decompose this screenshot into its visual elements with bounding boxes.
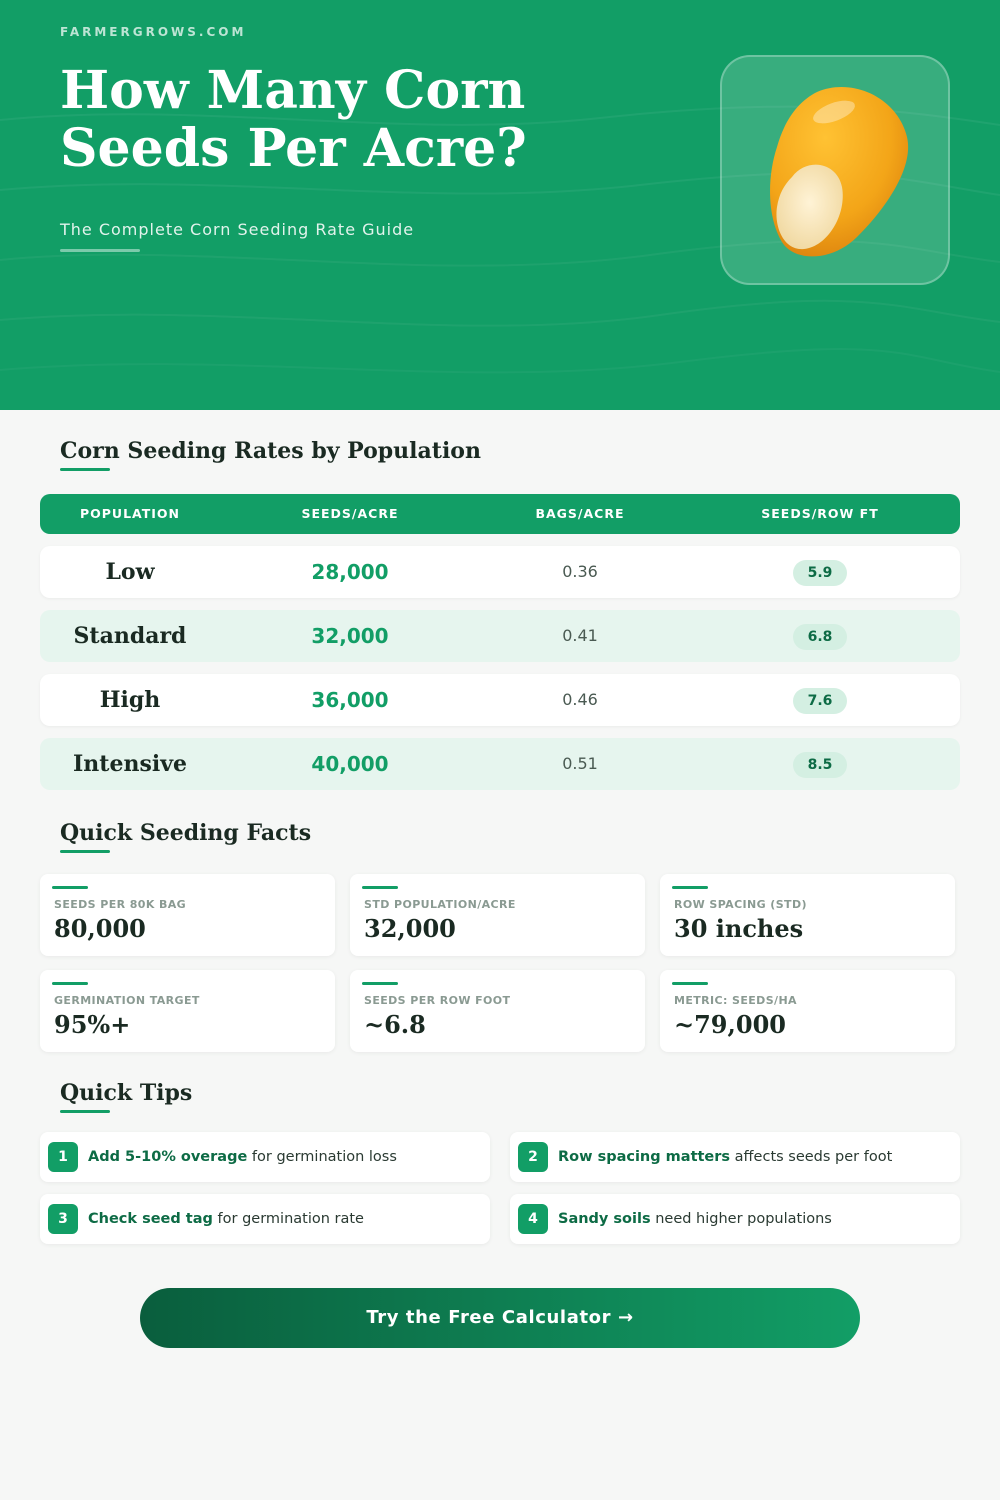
tip-detail: need higher populations: [650, 1211, 832, 1227]
seeds-acre-cell: 28,000: [311, 560, 389, 584]
seeds-row-ft-cell: [730, 674, 910, 726]
subtitle-underline: [60, 249, 140, 252]
fact-card: [40, 874, 335, 956]
tip-number-badge: 4: [518, 1204, 548, 1234]
seeds-row-ft-cell: [730, 610, 910, 662]
tip-card: [40, 1132, 490, 1182]
rates-section-underline: [60, 468, 110, 471]
hero-banner: [0, 0, 1000, 410]
seeds-acre-cell: 32,000: [311, 624, 389, 648]
fact-card: [660, 874, 955, 956]
population-cell: Standard: [73, 623, 187, 649]
tip-card: [40, 1194, 490, 1244]
tip-detail: affects seeds per foot: [730, 1149, 893, 1165]
fact-accent-bar: [52, 886, 88, 889]
tip-detail: for germination rate: [212, 1211, 364, 1227]
fact-card: [350, 874, 645, 956]
tip-card: [510, 1132, 960, 1182]
site-name[interactable]: FARMERGROWS.COM: [60, 25, 247, 39]
bags-acre-cell: 0.41: [562, 626, 598, 645]
facts-section-underline: [60, 850, 110, 853]
seeds-row-ft-cell: [730, 546, 910, 598]
table-row: [40, 610, 960, 662]
seeds-row-ft-cell: [730, 738, 910, 790]
fact-card: [350, 970, 645, 1052]
tip-highlight: Add 5-10% overage: [88, 1149, 248, 1165]
tip-number-badge: 1: [48, 1142, 78, 1172]
fact-accent-bar: [52, 982, 88, 985]
tip-text: [88, 1132, 397, 1182]
page-title: How Many Corn Seeds Per Acre?: [60, 60, 527, 179]
tips-section-title: Quick Tips: [60, 1080, 193, 1106]
tip-number-badge: 2: [518, 1142, 548, 1172]
tip-text: [558, 1194, 832, 1244]
tip-highlight: Row spacing matters: [558, 1149, 731, 1165]
tip-highlight: Check seed tag: [88, 1211, 213, 1227]
seeds-row-ft-badge: 7.6: [793, 688, 848, 714]
rates-section-title: Corn Seeding Rates by Population: [60, 438, 481, 464]
seeds-acre-cell: 40,000: [311, 752, 389, 776]
fact-accent-bar: [362, 886, 398, 889]
tip-detail: for germination loss: [247, 1149, 397, 1165]
fact-value: ~79,000: [674, 1010, 786, 1039]
column-header: SEEDS/ACRE: [301, 506, 399, 521]
fact-accent-bar: [672, 982, 708, 985]
corn-kernel-icon: [722, 57, 952, 287]
facts-section-title: Quick Seeding Facts: [60, 820, 312, 846]
corn-icon-card: [720, 55, 950, 285]
tip-card: [510, 1194, 960, 1244]
seeds-row-ft-badge: 8.5: [793, 752, 848, 778]
tip-number-badge: 3: [48, 1204, 78, 1234]
calculator-cta-button[interactable]: Try the Free Calculator →: [140, 1288, 860, 1348]
bags-acre-cell: 0.46: [562, 690, 598, 709]
fact-label: STD POPULATION/ACRE: [364, 898, 516, 911]
seeds-row-ft-badge: 5.9: [793, 560, 848, 586]
table-row: [40, 738, 960, 790]
bags-acre-cell: 0.51: [562, 754, 598, 773]
fact-value: 32,000: [364, 914, 456, 943]
fact-label: SEEDS PER ROW FOOT: [364, 994, 511, 1007]
population-cell: Low: [105, 559, 155, 585]
seeds-acre-cell: 36,000: [311, 688, 389, 712]
fact-value: ~6.8: [364, 1010, 426, 1039]
rates-table-header: [40, 494, 960, 534]
column-header: BAGS/ACRE: [535, 506, 625, 521]
fact-label: SEEDS PER 80K BAG: [54, 898, 187, 911]
fact-value: 30 inches: [674, 914, 804, 943]
table-row: [40, 546, 960, 598]
page-subtitle: The Complete Corn Seeding Rate Guide: [60, 220, 415, 239]
tip-text: [88, 1194, 364, 1244]
seeds-row-ft-badge: 6.8: [793, 624, 848, 650]
table-row: [40, 674, 960, 726]
bags-acre-cell: 0.36: [562, 562, 598, 581]
tip-highlight: Sandy soils: [558, 1211, 651, 1227]
fact-label: METRIC: SEEDS/HA: [674, 994, 797, 1007]
population-cell: Intensive: [73, 751, 187, 777]
fact-value: 80,000: [54, 914, 146, 943]
fact-label: ROW SPACING (STD): [674, 898, 807, 911]
fact-card: [660, 970, 955, 1052]
tips-section-underline: [60, 1110, 110, 1113]
fact-value: 95%+: [54, 1010, 131, 1039]
column-header: POPULATION: [79, 506, 181, 521]
tip-text: [558, 1132, 892, 1182]
fact-label: GERMINATION TARGET: [54, 994, 200, 1007]
fact-card: [40, 970, 335, 1052]
population-cell: High: [99, 687, 161, 713]
column-header: SEEDS/ROW FT: [761, 506, 879, 521]
fact-accent-bar: [362, 982, 398, 985]
fact-accent-bar: [672, 886, 708, 889]
